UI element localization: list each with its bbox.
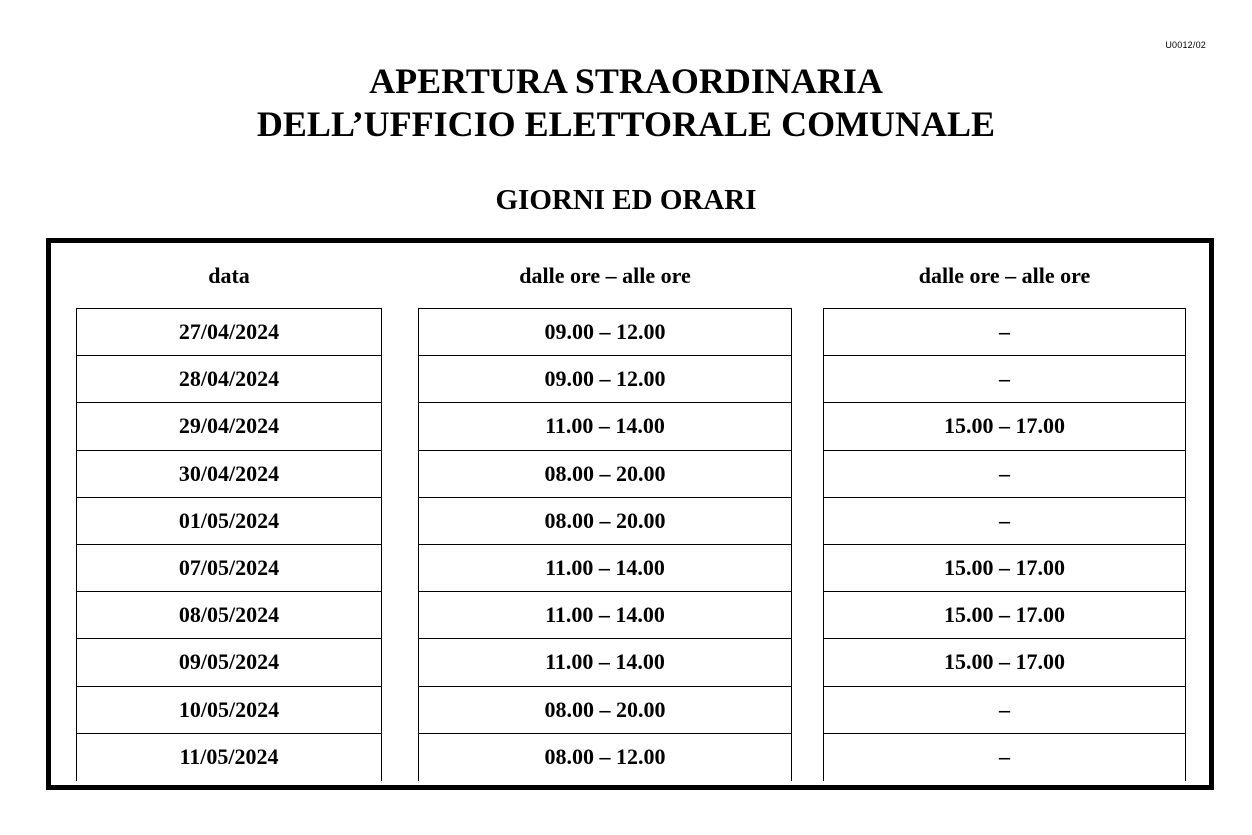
date-cell: 27/04/2024 <box>77 309 381 356</box>
date-cell: 28/04/2024 <box>77 356 381 403</box>
hours-cell: – <box>824 687 1185 734</box>
hours-cell: 15.00 – 17.00 <box>824 639 1185 686</box>
afternoon-hours-column <box>823 308 1186 781</box>
hours-cell: – <box>824 356 1185 403</box>
date-cell: 01/05/2024 <box>77 498 381 545</box>
date-cell: 29/04/2024 <box>77 403 381 450</box>
hours-cell: 11.00 – 14.00 <box>419 639 791 686</box>
hours-cell: – <box>999 744 1010 770</box>
hours-cell: 09.00 – 12.00 <box>419 356 791 403</box>
morning-hours-column <box>418 308 792 781</box>
hours-cell: – <box>824 498 1185 545</box>
date-cell: 30/04/2024 <box>77 451 381 498</box>
hours-cell: 15.00 – 17.00 <box>824 403 1185 450</box>
hours-cell: – <box>824 309 1185 356</box>
date-cell: 08/05/2024 <box>77 592 381 639</box>
hours-cell: 15.00 – 17.00 <box>824 545 1185 592</box>
column-header-date: data <box>208 263 250 288</box>
subtitle: GIORNI ED ORARI <box>495 184 757 216</box>
hours-cell: 15.00 – 17.00 <box>824 592 1185 639</box>
column-header-afternoon-hours: dalle ore – alle ore <box>918 263 1091 288</box>
date-column <box>76 308 382 781</box>
title-line-2: DELL’UFFICIO ELETTORALE COMUNALE <box>256 104 996 144</box>
title-line-1: APERTURA STRAORDINARIA <box>369 61 883 101</box>
document-code: U0012/02 <box>1165 40 1206 50</box>
hours-cell: 08.00 – 12.00 <box>544 744 666 770</box>
hours-cell: 08.00 – 20.00 <box>419 498 791 545</box>
hours-cell: 09.00 – 12.00 <box>419 309 791 356</box>
date-cell: 09/05/2024 <box>77 639 381 686</box>
hours-cell: – <box>824 451 1185 498</box>
hours-cell: 08.00 – 20.00 <box>419 687 791 734</box>
column-header-morning-hours: dalle ore – alle ore <box>519 263 691 288</box>
hours-cell: 11.00 – 14.00 <box>419 592 791 639</box>
date-cell: 10/05/2024 <box>77 687 381 734</box>
hours-cell: 11.00 – 14.00 <box>419 403 791 450</box>
hours-cell: 11.00 – 14.00 <box>419 545 791 592</box>
date-cell: 11/05/2024 <box>179 744 279 770</box>
date-cell: 07/05/2024 <box>77 545 381 592</box>
hours-cell: 08.00 – 20.00 <box>419 451 791 498</box>
